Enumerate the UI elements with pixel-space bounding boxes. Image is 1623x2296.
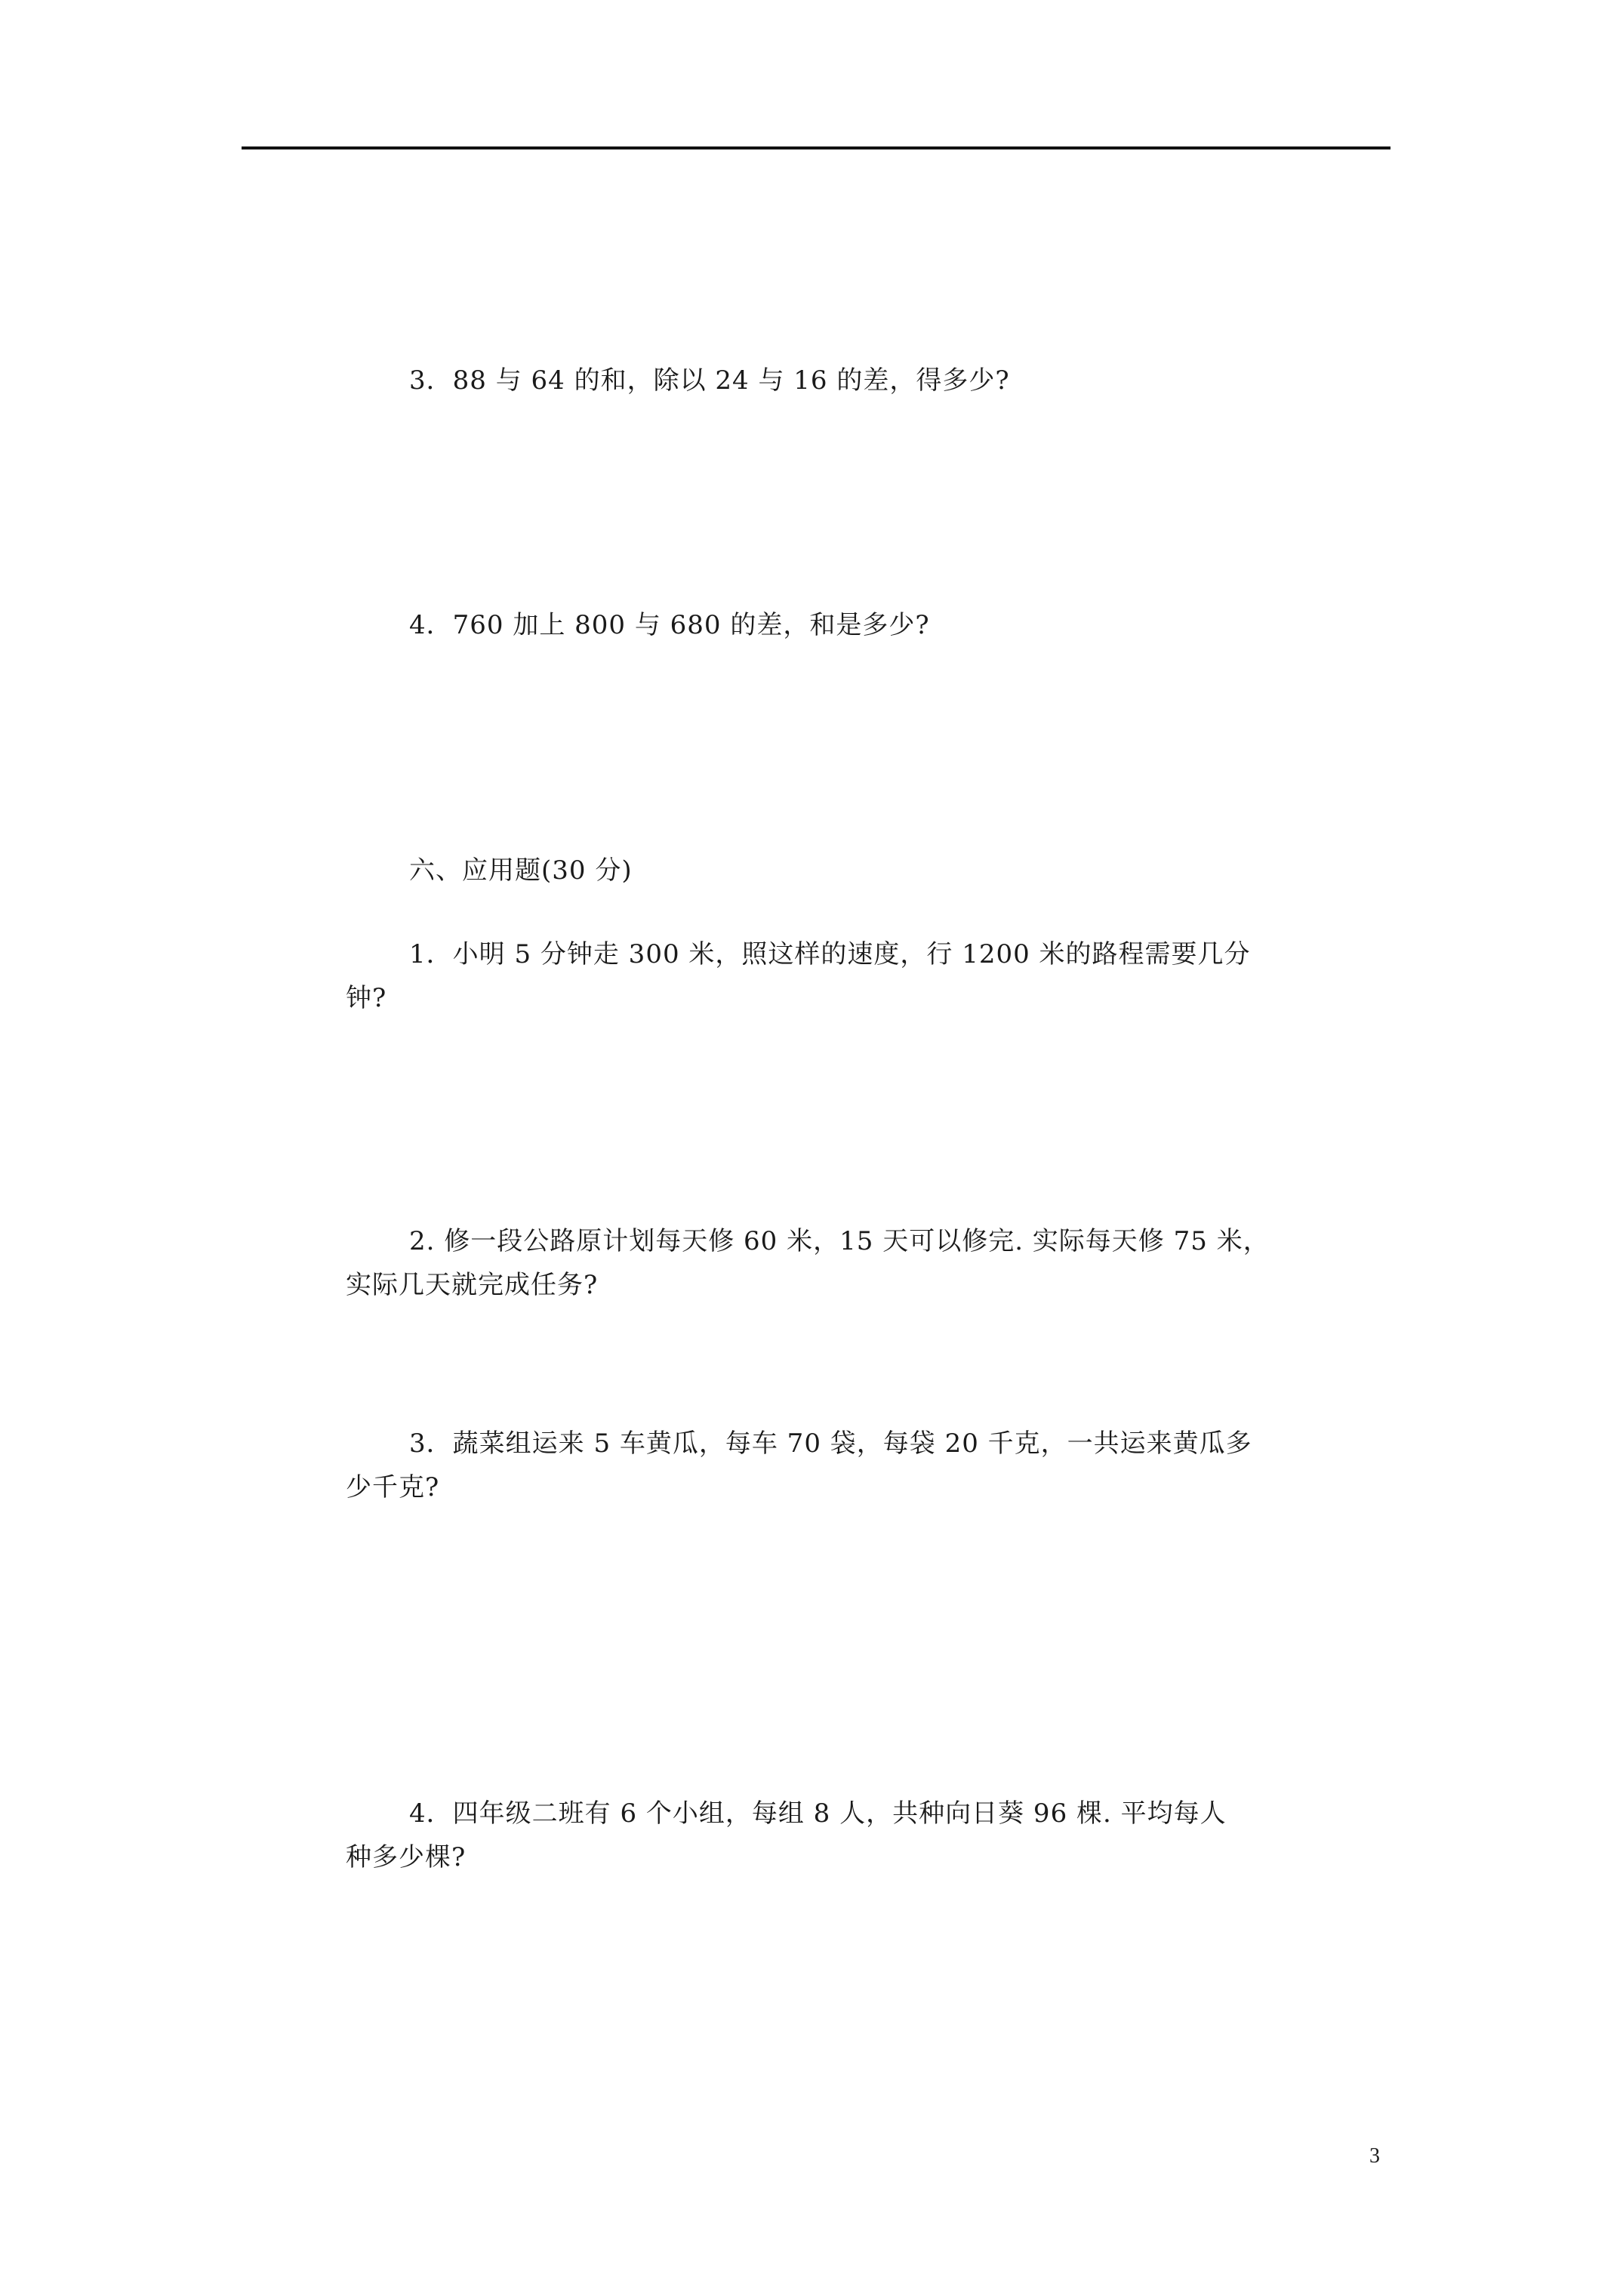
question-6-3-line1: 3．蔬菜组运来 5 车黄瓜，每车 70 袋，每袋 20 千克，一共运来黄瓜多	[409, 1428, 1252, 1459]
question-5-4: 4．760 加上 800 与 680 的差，和是多少?	[409, 610, 930, 640]
question-6-1-line1: 1．小明 5 分钟走 300 米，照这样的速度，行 1200 米的路程需要几分	[409, 939, 1251, 969]
question-6-4-line1: 4．四年级二班有 6 个小组，每组 8 人，共种向日葵 96 棵. 平均每人	[409, 1798, 1227, 1829]
question-6-3-line2: 少千克?	[346, 1472, 440, 1502]
question-5-3: 3．88 与 64 的和，除以 24 与 16 的差，得多少?	[409, 365, 1010, 396]
section-6-heading: 六、应用题(30 分)	[409, 855, 633, 886]
question-6-2-line1: 2. 修一段公路原计划每天修 60 米，15 天可以修完. 实际每天修 75 米，	[409, 1226, 1270, 1256]
question-6-4-line2: 种多少棵?	[346, 1842, 467, 1872]
header-rule	[242, 146, 1390, 149]
question-6-2-line2: 实际几天就完成任务?	[346, 1270, 599, 1300]
question-6-1-line2: 钟?	[346, 983, 387, 1013]
page-number: 3	[1369, 2144, 1380, 2168]
